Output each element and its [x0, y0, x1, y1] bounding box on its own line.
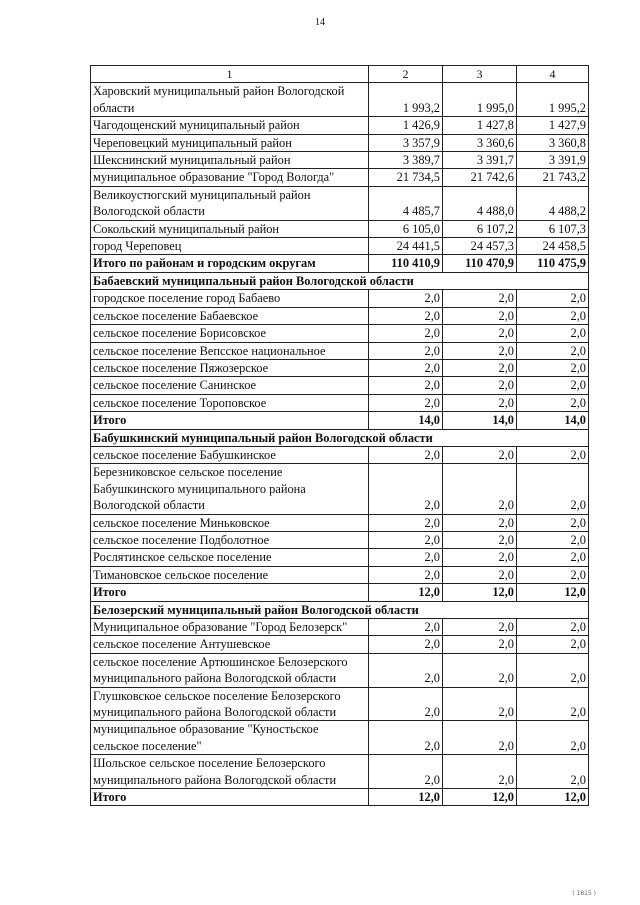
value-cell: 2,0 — [443, 653, 517, 687]
table-row — [91, 549, 589, 566]
value-cell: 2,0 — [443, 566, 517, 583]
table-row — [91, 83, 589, 117]
value-cell: 2,0 — [443, 531, 517, 548]
row-name: Шекснинский муниципальный район — [91, 152, 369, 169]
row-name: сельское поселение Миньковское — [91, 514, 369, 531]
table-row — [91, 636, 589, 653]
value-cell: 2,0 — [443, 549, 517, 566]
value-cell: 2,0 — [517, 307, 589, 324]
value-cell: 2,0 — [369, 636, 443, 653]
table-row — [91, 619, 589, 636]
value-cell: 2,0 — [443, 446, 517, 463]
table-row — [91, 464, 589, 514]
value-cell: 2,0 — [517, 755, 589, 789]
row-name: Итого — [91, 584, 369, 601]
value-cell: 2,0 — [443, 290, 517, 307]
table-row — [91, 687, 589, 721]
row-name: муниципальное образование "Куностьское сельское поселение" — [91, 721, 369, 755]
value-cell: 2,0 — [369, 721, 443, 755]
value-cell: 2,0 — [517, 342, 589, 359]
table-row — [91, 325, 589, 342]
table-row — [91, 653, 589, 687]
value-cell: 2,0 — [369, 514, 443, 531]
row-name: сельское поселение Санинское — [91, 377, 369, 394]
row-name: сельское поселение Вепсское национальное — [91, 342, 369, 359]
table-row — [91, 531, 589, 548]
value-cell: 2,0 — [443, 687, 517, 721]
value-cell: 2,0 — [369, 549, 443, 566]
value-cell: 2,0 — [369, 687, 443, 721]
section-title: Белозерский муниципальный район Вологодской области — [91, 601, 589, 618]
value-cell: 2,0 — [517, 619, 589, 636]
footer-stamp: ( 1815 ) — [572, 890, 596, 897]
value-cell: 110 410,9 — [369, 255, 443, 272]
value-cell: 12,0 — [369, 789, 443, 806]
table-row — [91, 394, 589, 411]
budget-table — [90, 65, 589, 806]
table-row — [91, 342, 589, 359]
value-cell: 6 105,0 — [369, 220, 443, 237]
value-cell: 2,0 — [369, 755, 443, 789]
value-cell: 12,0 — [443, 584, 517, 601]
table-row — [91, 238, 589, 255]
row-name: сельское поселение Антушевское — [91, 636, 369, 653]
value-cell: 2,0 — [517, 549, 589, 566]
value-cell: 2,0 — [517, 721, 589, 755]
value-cell: 4 488,0 — [443, 186, 517, 220]
value-cell: 2,0 — [517, 446, 589, 463]
value-cell: 1 995,2 — [517, 83, 589, 117]
row-name: сельское поселение Подболотное — [91, 531, 369, 548]
section-row — [91, 429, 589, 446]
value-cell: 24 441,5 — [369, 238, 443, 255]
value-cell: 2,0 — [443, 307, 517, 324]
value-cell: 21 742,6 — [443, 169, 517, 186]
value-cell: 2,0 — [517, 636, 589, 653]
value-cell: 3 389,7 — [369, 152, 443, 169]
table-row — [91, 307, 589, 324]
value-cell: 4 485,7 — [369, 186, 443, 220]
value-cell: 2,0 — [369, 359, 443, 376]
column-header: 3 — [443, 66, 517, 83]
row-name: Сокольский муниципальный район — [91, 220, 369, 237]
total-row — [91, 584, 589, 601]
value-cell: 2,0 — [443, 359, 517, 376]
value-cell: 2,0 — [517, 359, 589, 376]
row-name: сельское поселение Борисовское — [91, 325, 369, 342]
value-cell: 2,0 — [443, 619, 517, 636]
total-row — [91, 789, 589, 806]
value-cell: 1 995,0 — [443, 83, 517, 117]
value-cell: 4 488,2 — [517, 186, 589, 220]
value-cell: 2,0 — [369, 325, 443, 342]
value-cell: 2,0 — [443, 394, 517, 411]
value-cell: 1 427,9 — [517, 117, 589, 134]
value-cell: 2,0 — [517, 514, 589, 531]
value-cell: 3 391,7 — [443, 152, 517, 169]
value-cell: 2,0 — [517, 394, 589, 411]
value-cell: 3 360,6 — [443, 134, 517, 151]
table-row — [91, 152, 589, 169]
table-row — [91, 566, 589, 583]
value-cell: 12,0 — [369, 584, 443, 601]
row-name: сельское поселение Тороповское — [91, 394, 369, 411]
table-row — [91, 169, 589, 186]
value-cell: 12,0 — [517, 584, 589, 601]
section-title: Бабаевский муниципальный район Вологодской области — [91, 272, 589, 289]
row-name: Глушковское сельское поселение Белозерского муниципального района Вологодской области — [91, 687, 369, 721]
value-cell: 2,0 — [443, 755, 517, 789]
total-row — [91, 412, 589, 429]
table-row — [91, 359, 589, 376]
value-cell: 2,0 — [517, 531, 589, 548]
row-name: Итого — [91, 412, 369, 429]
row-name: Итого — [91, 789, 369, 806]
row-name: Березниковское сельское поселение Бабушкинского муниципального района Вологодской области — [91, 464, 369, 514]
value-cell: 21 743,2 — [517, 169, 589, 186]
value-cell: 2,0 — [443, 377, 517, 394]
value-cell: 6 107,2 — [443, 220, 517, 237]
value-cell: 24 457,3 — [443, 238, 517, 255]
value-cell: 2,0 — [443, 464, 517, 514]
value-cell: 2,0 — [517, 653, 589, 687]
value-cell: 3 391,9 — [517, 152, 589, 169]
value-cell: 2,0 — [369, 566, 443, 583]
row-name: муниципальное образование "Город Вологда" — [91, 169, 369, 186]
value-cell: 2,0 — [443, 514, 517, 531]
table-row — [91, 186, 589, 220]
section-row — [91, 601, 589, 618]
value-cell: 2,0 — [517, 566, 589, 583]
table-row — [91, 514, 589, 531]
value-cell: 2,0 — [517, 290, 589, 307]
table-row — [91, 220, 589, 237]
value-cell: 14,0 — [517, 412, 589, 429]
value-cell: 2,0 — [369, 531, 443, 548]
value-cell: 2,0 — [369, 290, 443, 307]
value-cell: 2,0 — [369, 653, 443, 687]
value-cell: 2,0 — [443, 721, 517, 755]
value-cell: 2,0 — [369, 619, 443, 636]
row-name: городское поселение город Бабаево — [91, 290, 369, 307]
value-cell: 2,0 — [369, 342, 443, 359]
table-row — [91, 134, 589, 151]
value-cell: 1 426,9 — [369, 117, 443, 134]
page-number: 14 — [315, 17, 325, 28]
table-row — [91, 377, 589, 394]
row-name: Череповецкий муниципальный район — [91, 134, 369, 151]
value-cell: 3 360,8 — [517, 134, 589, 151]
row-name: сельское поселение Пяжозерское — [91, 359, 369, 376]
value-cell: 1 427,8 — [443, 117, 517, 134]
row-name: сельское поселение Бабушкинское — [91, 446, 369, 463]
value-cell: 2,0 — [369, 446, 443, 463]
header-row — [91, 66, 589, 83]
value-cell: 2,0 — [369, 394, 443, 411]
table-row — [91, 721, 589, 755]
column-header: 2 — [369, 66, 443, 83]
value-cell: 2,0 — [369, 377, 443, 394]
row-name: Рослятинское сельское поселение — [91, 549, 369, 566]
value-cell: 110 470,9 — [443, 255, 517, 272]
section-row — [91, 272, 589, 289]
value-cell: 1 993,2 — [369, 83, 443, 117]
value-cell: 2,0 — [517, 325, 589, 342]
row-name: Великоустюгский муниципальный район Вологодской области — [91, 186, 369, 220]
row-name: сельское поселение Бабаевское — [91, 307, 369, 324]
column-header: 4 — [517, 66, 589, 83]
row-name: сельское поселение Артюшинское Белозерского муниципального района Вологодской области — [91, 653, 369, 687]
value-cell: 14,0 — [369, 412, 443, 429]
total-row — [91, 255, 589, 272]
row-name: Муниципальное образование "Город Белозерск" — [91, 619, 369, 636]
row-name: Харовский муниципальный район Вологодской области — [91, 83, 369, 117]
table-row — [91, 446, 589, 463]
section-title: Бабушкинский муниципальный район Вологодской области — [91, 429, 589, 446]
table-row — [91, 755, 589, 789]
value-cell: 2,0 — [369, 464, 443, 514]
value-cell: 2,0 — [443, 636, 517, 653]
value-cell: 2,0 — [369, 307, 443, 324]
value-cell: 12,0 — [517, 789, 589, 806]
table-row — [91, 290, 589, 307]
value-cell: 14,0 — [443, 412, 517, 429]
value-cell: 110 475,9 — [517, 255, 589, 272]
row-name: Шольское сельское поселение Белозерского муниципального района Вологодской области — [91, 755, 369, 789]
value-cell: 2,0 — [443, 325, 517, 342]
row-name: Итого по районам и городским округам — [91, 255, 369, 272]
value-cell: 6 107,3 — [517, 220, 589, 237]
value-cell: 24 458,5 — [517, 238, 589, 255]
row-name: Чагодощенский муниципальный район — [91, 117, 369, 134]
value-cell: 2,0 — [517, 464, 589, 514]
value-cell: 2,0 — [443, 342, 517, 359]
value-cell: 12,0 — [443, 789, 517, 806]
value-cell: 21 734,5 — [369, 169, 443, 186]
table-row — [91, 117, 589, 134]
value-cell: 2,0 — [517, 377, 589, 394]
value-cell: 3 357,9 — [369, 134, 443, 151]
row-name: Тимановское сельское поселение — [91, 566, 369, 583]
column-header: 1 — [91, 66, 369, 83]
value-cell: 2,0 — [517, 687, 589, 721]
row-name: город Череповец — [91, 238, 369, 255]
